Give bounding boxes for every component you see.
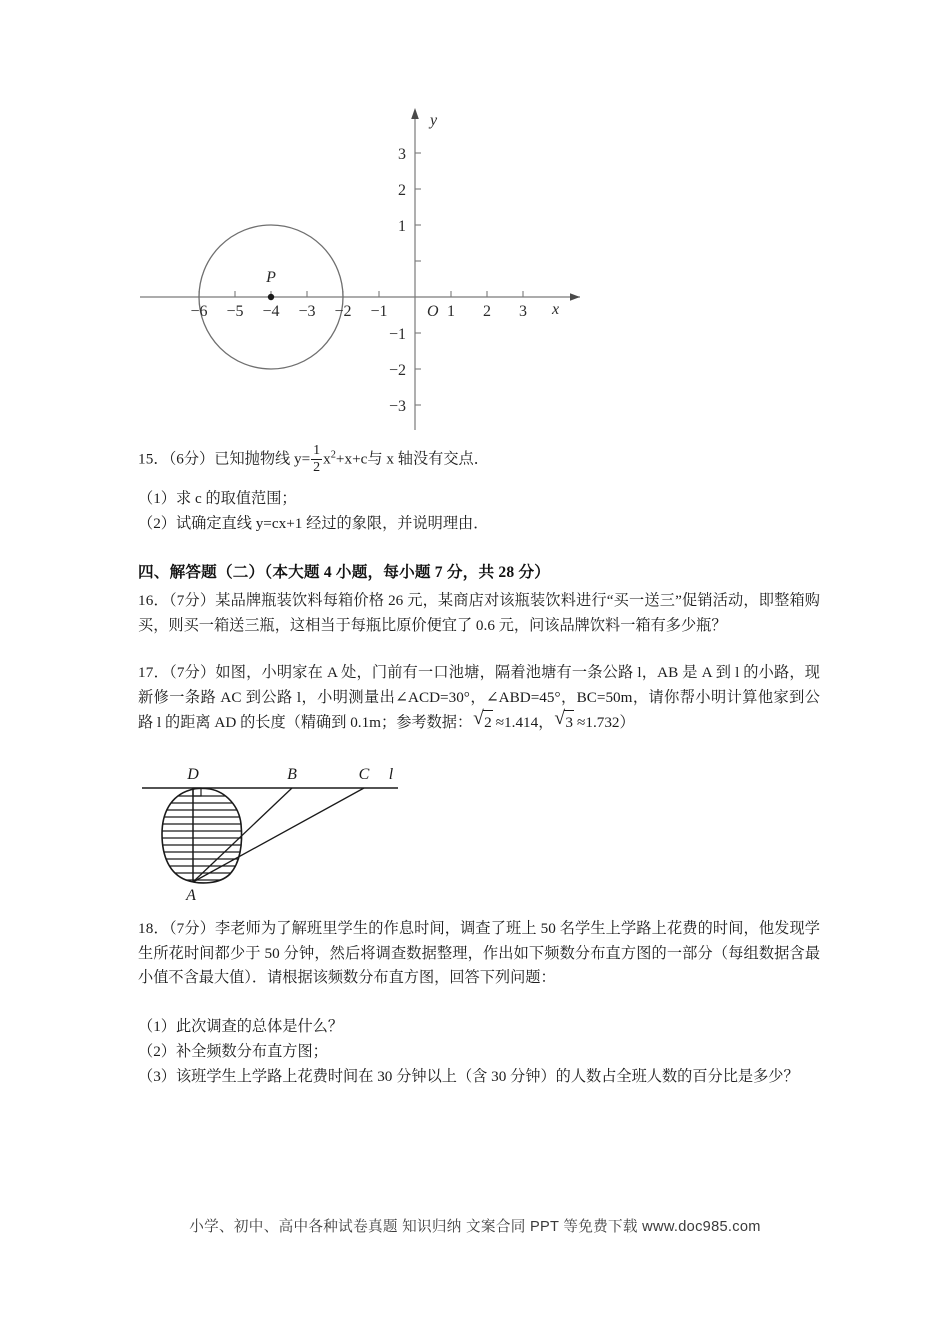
q17-number: 17． [138,664,170,681]
q15-fraction-one-half [311,444,322,475]
question-18-part-2 [138,1040,820,1065]
question-18-part-1 [138,1015,820,1040]
q16-marks: （7分） [169,592,216,609]
x-tick--6: −6 [190,303,208,320]
x-tick--3: −3 [298,303,316,320]
q15-variable-x: x [323,450,331,468]
q15-number: 15． [138,450,169,468]
y-axis-label: y [430,112,438,129]
question-18-part-3 [138,1065,820,1090]
q17-marks: （7分） [169,664,216,681]
q15-stem-after: +x+c与 x 轴没有交点． [335,450,489,468]
sqrt-3-radicand: 3 [564,710,574,736]
section-4-heading-text: 四、解答题（二）（本大题 4 小题，每小题 7 分，共 28 分） [138,564,551,581]
q18-part3-text: （3）该班学生上学路上花费时间在 30 分钟以上（含 30 分钟）的人数占全班人数的百分比是多少？ [138,1068,799,1085]
sqrt-3-expression [554,710,576,736]
q16-text: 某品牌瓶装饮料每箱价格 26 元，某商店对该瓶装饮料进行“买一送三”促销活动，即整箱购买，则买一箱送三瓶，这相当于每瓶比原价便宜了 0.6 元，问该品牌饮料一箱有多少瓶？ [138,592,820,634]
footer-text: 小学、初中、高中各种试卷真题 知识归纳 文案合同 PPT 等免费下载 [189,1219,638,1235]
y-axis-arrow [411,108,419,119]
pond-geometry-svg [140,762,420,912]
label-D: D [187,766,199,783]
q15-fraction-denominator: 2 [313,460,321,475]
q16-number: 16． [138,592,170,609]
q18-part2-text: （2）补全频数分布直方图； [138,1043,328,1060]
label-C: C [358,766,370,783]
q17-approx-2: ≈1.732） [577,714,635,732]
sqrt-2-expression [473,710,495,736]
x-tick--2: −2 [334,303,352,320]
q15-stem-before: 已知抛物线 y= [214,450,311,468]
question-15 [138,444,820,475]
x-tick-1: 1 [447,303,455,320]
x-tick--5: −5 [226,303,244,320]
q17-approx-1: ≈1.414， [495,714,554,732]
pond-geometry-figure [140,762,420,912]
q15-fraction-numerator: 1 [313,443,321,458]
axis-tick-labels [190,146,527,415]
question-16 [138,589,820,638]
x-tick--4: −4 [262,303,280,320]
y-tick-1: 1 [398,218,406,235]
label-A: A [186,887,196,904]
x-tick-2: 2 [483,303,491,320]
coordinate-plane-figure [140,100,600,440]
q15-marks: （6分） [168,450,215,468]
q15-exponent: 2 [330,449,336,461]
y-axis-ticks [415,153,421,405]
section-4-heading [138,560,820,582]
label-B: B [287,766,297,783]
x-axis-arrow [570,293,580,301]
y-tick--1: −1 [388,326,406,343]
label-l: l [388,766,394,783]
q18-part1-text: （1）此次调查的总体是什么？ [138,1018,344,1035]
q18-number: 18． [138,920,169,937]
y-tick-3: 3 [398,146,406,163]
point-P-dot [268,294,274,300]
q18-text: 李老师为了解班里学生的作息时间，调查了班上 50 名学生上学路上花费的时间，他发现学生所花时间都少于 50 分钟，然后将调查数据整理，作出如下频数分布直方图的一部分（每组数据含最小值不含最大值）．请根据该频数分布直方图，回答下列问题： [138,920,820,987]
y-tick--2: −2 [388,362,406,379]
y-tick-2: 2 [398,182,406,199]
x-axis-label: x [552,301,560,318]
coordinate-plane-svg [140,100,600,440]
radical-sign-icon: √ [473,708,484,730]
radical-sign-icon: √ [554,708,566,730]
point-P-label: P [266,269,276,286]
x-tick-3: 3 [519,303,527,320]
y-tick--3: −3 [388,398,406,415]
x-axis-ticks [199,291,523,297]
x-tick--1: −1 [370,303,388,320]
question-15-part-1 [138,487,820,512]
question-17 [138,661,820,736]
sqrt-2-radicand: 2 [483,710,493,736]
origin-label: O [427,303,439,320]
footer-url: www.doc985.com [642,1219,761,1235]
question-15-part-2 [138,512,820,537]
q17-text: 如图，小明家在 A 处，门前有一口池塘，隔着池塘有一条公路 l，AB 是 A 到 l 的小路，现新修一条路 AC 到公路 l，小明测量出∠ACD=30°，∠ABD=45°，BC=50m，请你帮小明计算他家到公路 l 的距离 AD 的长度（精确到 0.1m；参考数据： [138,664,820,732]
q18-marks: （7分） [168,920,216,937]
q15-part1-text: （1）求 c 的取值范围； [138,490,297,507]
question-18 [138,917,820,991]
page-footer [0,1215,950,1236]
q15-part2-text: （2）试确定直线 y=cx+1 经过的象限，并说明理由． [138,515,489,532]
